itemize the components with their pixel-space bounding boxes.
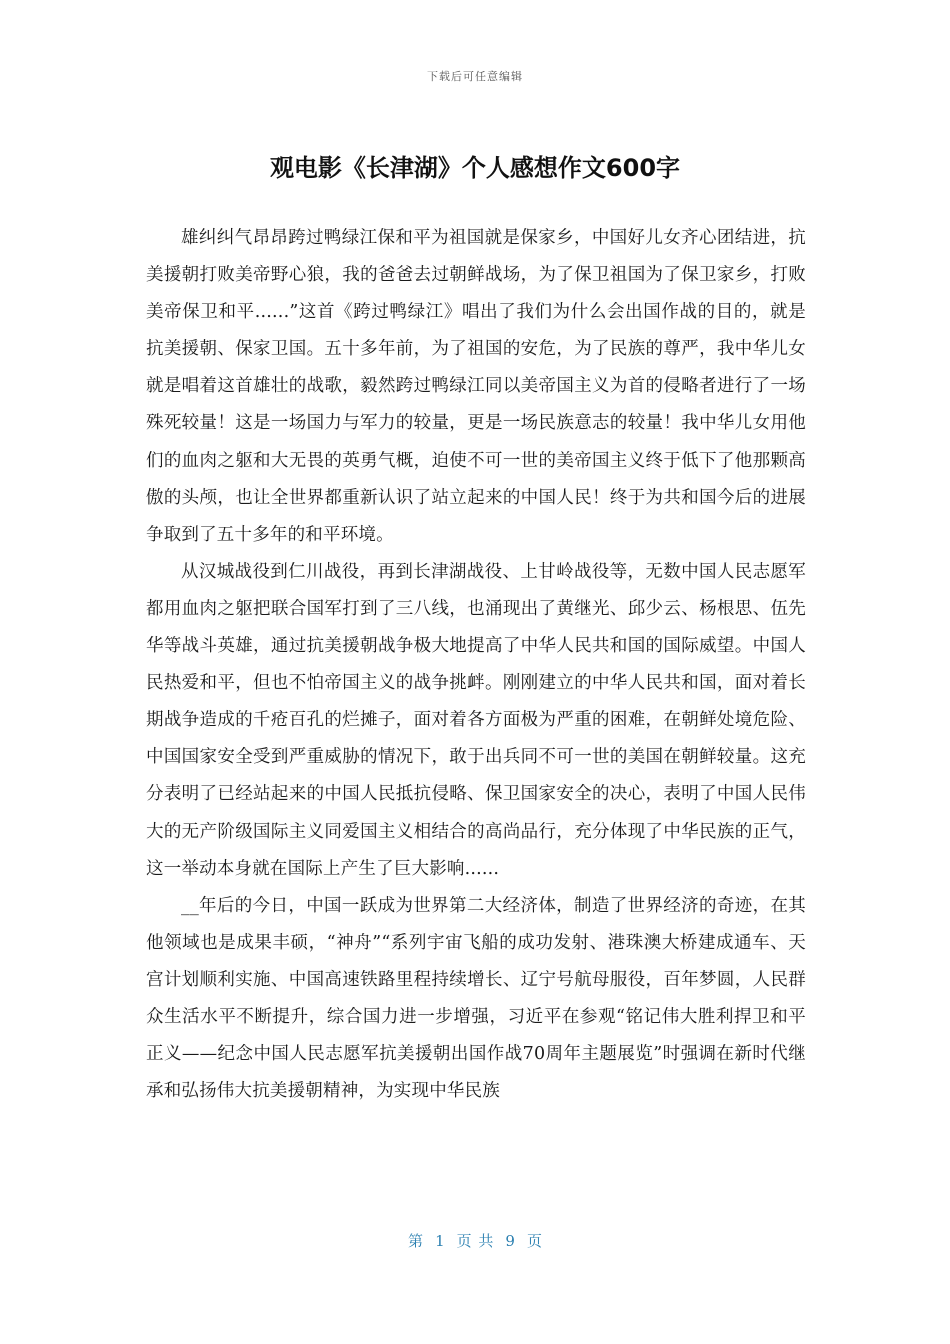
footer-label-mid: 页 共 [456,1232,494,1250]
header-note: 下载后可任意编辑 [427,70,523,83]
footer-label-end: 页 [526,1232,542,1250]
document-title: 观电影《长津湖》个人感想作文600字 [269,154,681,182]
footer-current-page: 1 [435,1232,445,1250]
footer-label-page: 第 [408,1232,424,1250]
document-body [146,220,806,1110]
footer-total-pages: 9 [505,1232,515,1250]
page-footer [0,1230,950,1251]
paragraph-1: 雄纠纠气昂昂跨过鸭绿江保和平为祖国就是保家乡，中国好儿女齐心团结进，抗美援朝打败美帝野心狼，我的爸爸去过朝鲜战场，为了保卫祖国为了保卫家乡，打败美帝保卫和平......”这首《跨过鸭绿江》唱出了我们为什么会出国作战的目的，就是抗美援朝、保家卫国。五十多年前，为了祖国的安危，为了民族的尊严，我中华儿女就是唱着这首雄壮的战歌，毅然跨过鸭绿江同以美帝国主义为首的侵略者进行了一场殊死较量！这是一场国力与军力的较量，更是一场民族意志的较量！我中华儿女用他们的血肉之躯和大无畏的英勇气概，迫使不可一世的美帝国主义终于低下了他那颗高傲的头颅，也让全世界都重新认识了站立起来的中国人民！终于为共和国今后的进展争取到了五十多年的和平环境。 [146,228,806,545]
paragraph-2: 从汉城战役到仁川战役，再到长津湖战役、上甘岭战役等，无数中国人民志愿军都用血肉之躯把联合国军打到了三八线，也涌现出了黄继光、邱少云、杨根思、伍先华等战斗英雄，通过抗美援朝战争极大地提高了中华人民共和国的国际威望。中国人民热爱和平，但也不怕帝国主义的战争挑衅。刚刚建立的中华人民共和国，面对着长期战争造成的千疮百孔的烂摊子，面对着各方面极为严重的困难，在朝鲜处境危险、中国国家安全受到严重威胁的情况下，敢于出兵同不可一世的美国在朝鲜较量。这充分表明了已经站起来的中国人民抵抗侵略、保卫国家安全的决心，表明了中国人民伟大的无产阶级国际主义同爱国主义相结合的高尚品行，充分体现了中华民族的正气，这一举动本身就在国际上产生了巨大影响...... [146,561,806,879]
paragraph-3: __年后的今日，中国一跃成为世界第二大经济体，制造了世界经济的奇迹，在其他领域也是成果丰硕，“神舟”“系列宇宙飞船的成功发射、港珠澳大桥建成通车、天宫计划顺利实施、中国高速铁路里程持续增长、辽宁号航母服役，百年梦圆，人民群众生活水平不断提升，综合国力进一步增强，习近平在参观“铭记伟大胜利捍卫和平正义——纪念中国人民志愿军抗美援朝出国作战70周年主题展览”时强调在新时代继承和弘扬伟大抗美援朝精神，为实现中华民族 [146,895,806,1102]
